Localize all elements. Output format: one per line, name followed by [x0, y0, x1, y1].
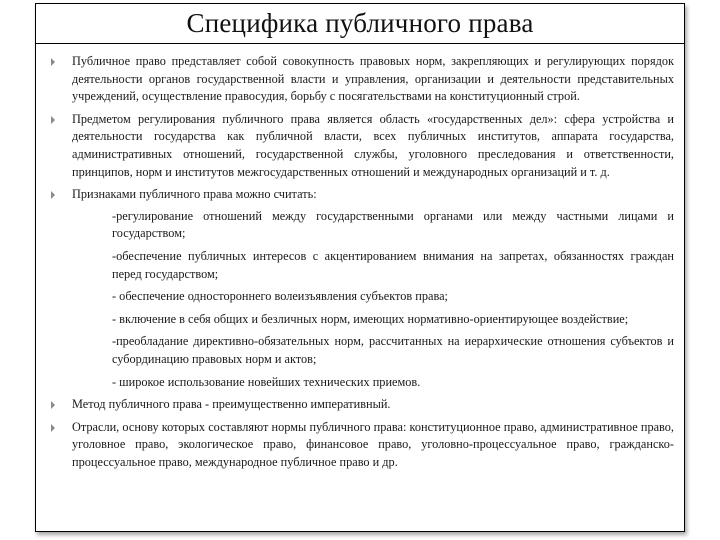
bullet-item-definition: [50, 53, 674, 106]
bullet-text: Отрасли, основу которых составляют нормы публичного права: конституционное право, административное право, уголовное право, экологическое право, финансовое право, уголовно-процессуальное право, гражданско-процессуальное право, международное публичное право и др.: [72, 419, 674, 469]
bullet-item-subject: [50, 111, 674, 181]
title-bar: [36, 4, 684, 44]
triangle-bullet-icon: [51, 401, 55, 409]
slide-frame: [35, 3, 685, 532]
slide-title: Специфика публичного права: [186, 7, 534, 38]
triangle-bullet-icon: [51, 191, 55, 199]
triangle-bullet-icon: [51, 116, 55, 124]
triangle-bullet-icon: [51, 58, 55, 66]
bullet-text: Публичное право представляет собой совокупность правовых норм, закрепляющих и регулирующих порядок деятельности органов государственной власти и управления, организации и деятельности представительных учреждений, осуществление правосудия, борьбу с посягательствами на конституционный строй.: [72, 54, 674, 104]
bullet-item-method: [50, 396, 674, 414]
features-sublist: [72, 208, 674, 391]
feature-list-item: -обеспечение публичных интересов с акцентированием внимания на запретах, обязанностях граждан перед государством;: [112, 248, 674, 281]
triangle-bullet-icon: [51, 424, 55, 432]
bullet-item-features: [50, 186, 674, 391]
feature-list-item: - обеспечение одностороннего волеизъявления субъектов права;: [112, 289, 448, 304]
feature-list-item: - широкое использование новейших технических приемов.: [112, 374, 421, 389]
bullet-item-branches: [50, 419, 674, 472]
bullet-text: Признаками публичного права можно считать:: [72, 187, 317, 202]
bullet-text: Метод публичного права - преимущественно императивный.: [72, 397, 391, 412]
feature-list-item: - включение в себя общих и безличных норм, имеющих нормативно-ориентирующее воздействие;: [112, 311, 629, 326]
bullet-text: Предметом регулирования публичного права является область «государственных дел»: сфера устройства и деятельности государства как публичной власти, всех публичных институтов, аппарата государства, административных отношений, государственной службы, уголовного преследования и ответственности, принципов, норм и институтов межгосударственных отношений и международных организаций и т. д.: [72, 111, 674, 179]
feature-list-item: -преобладание директивно-обязательных норм, рассчитанных на иерархические отношения субъектов и субординацию правовых норм и актов;: [112, 334, 674, 366]
feature-list-item: -регулирование отношений между государственными органами или между частными лицами и государством;: [112, 208, 674, 241]
slide-content: [50, 53, 674, 476]
